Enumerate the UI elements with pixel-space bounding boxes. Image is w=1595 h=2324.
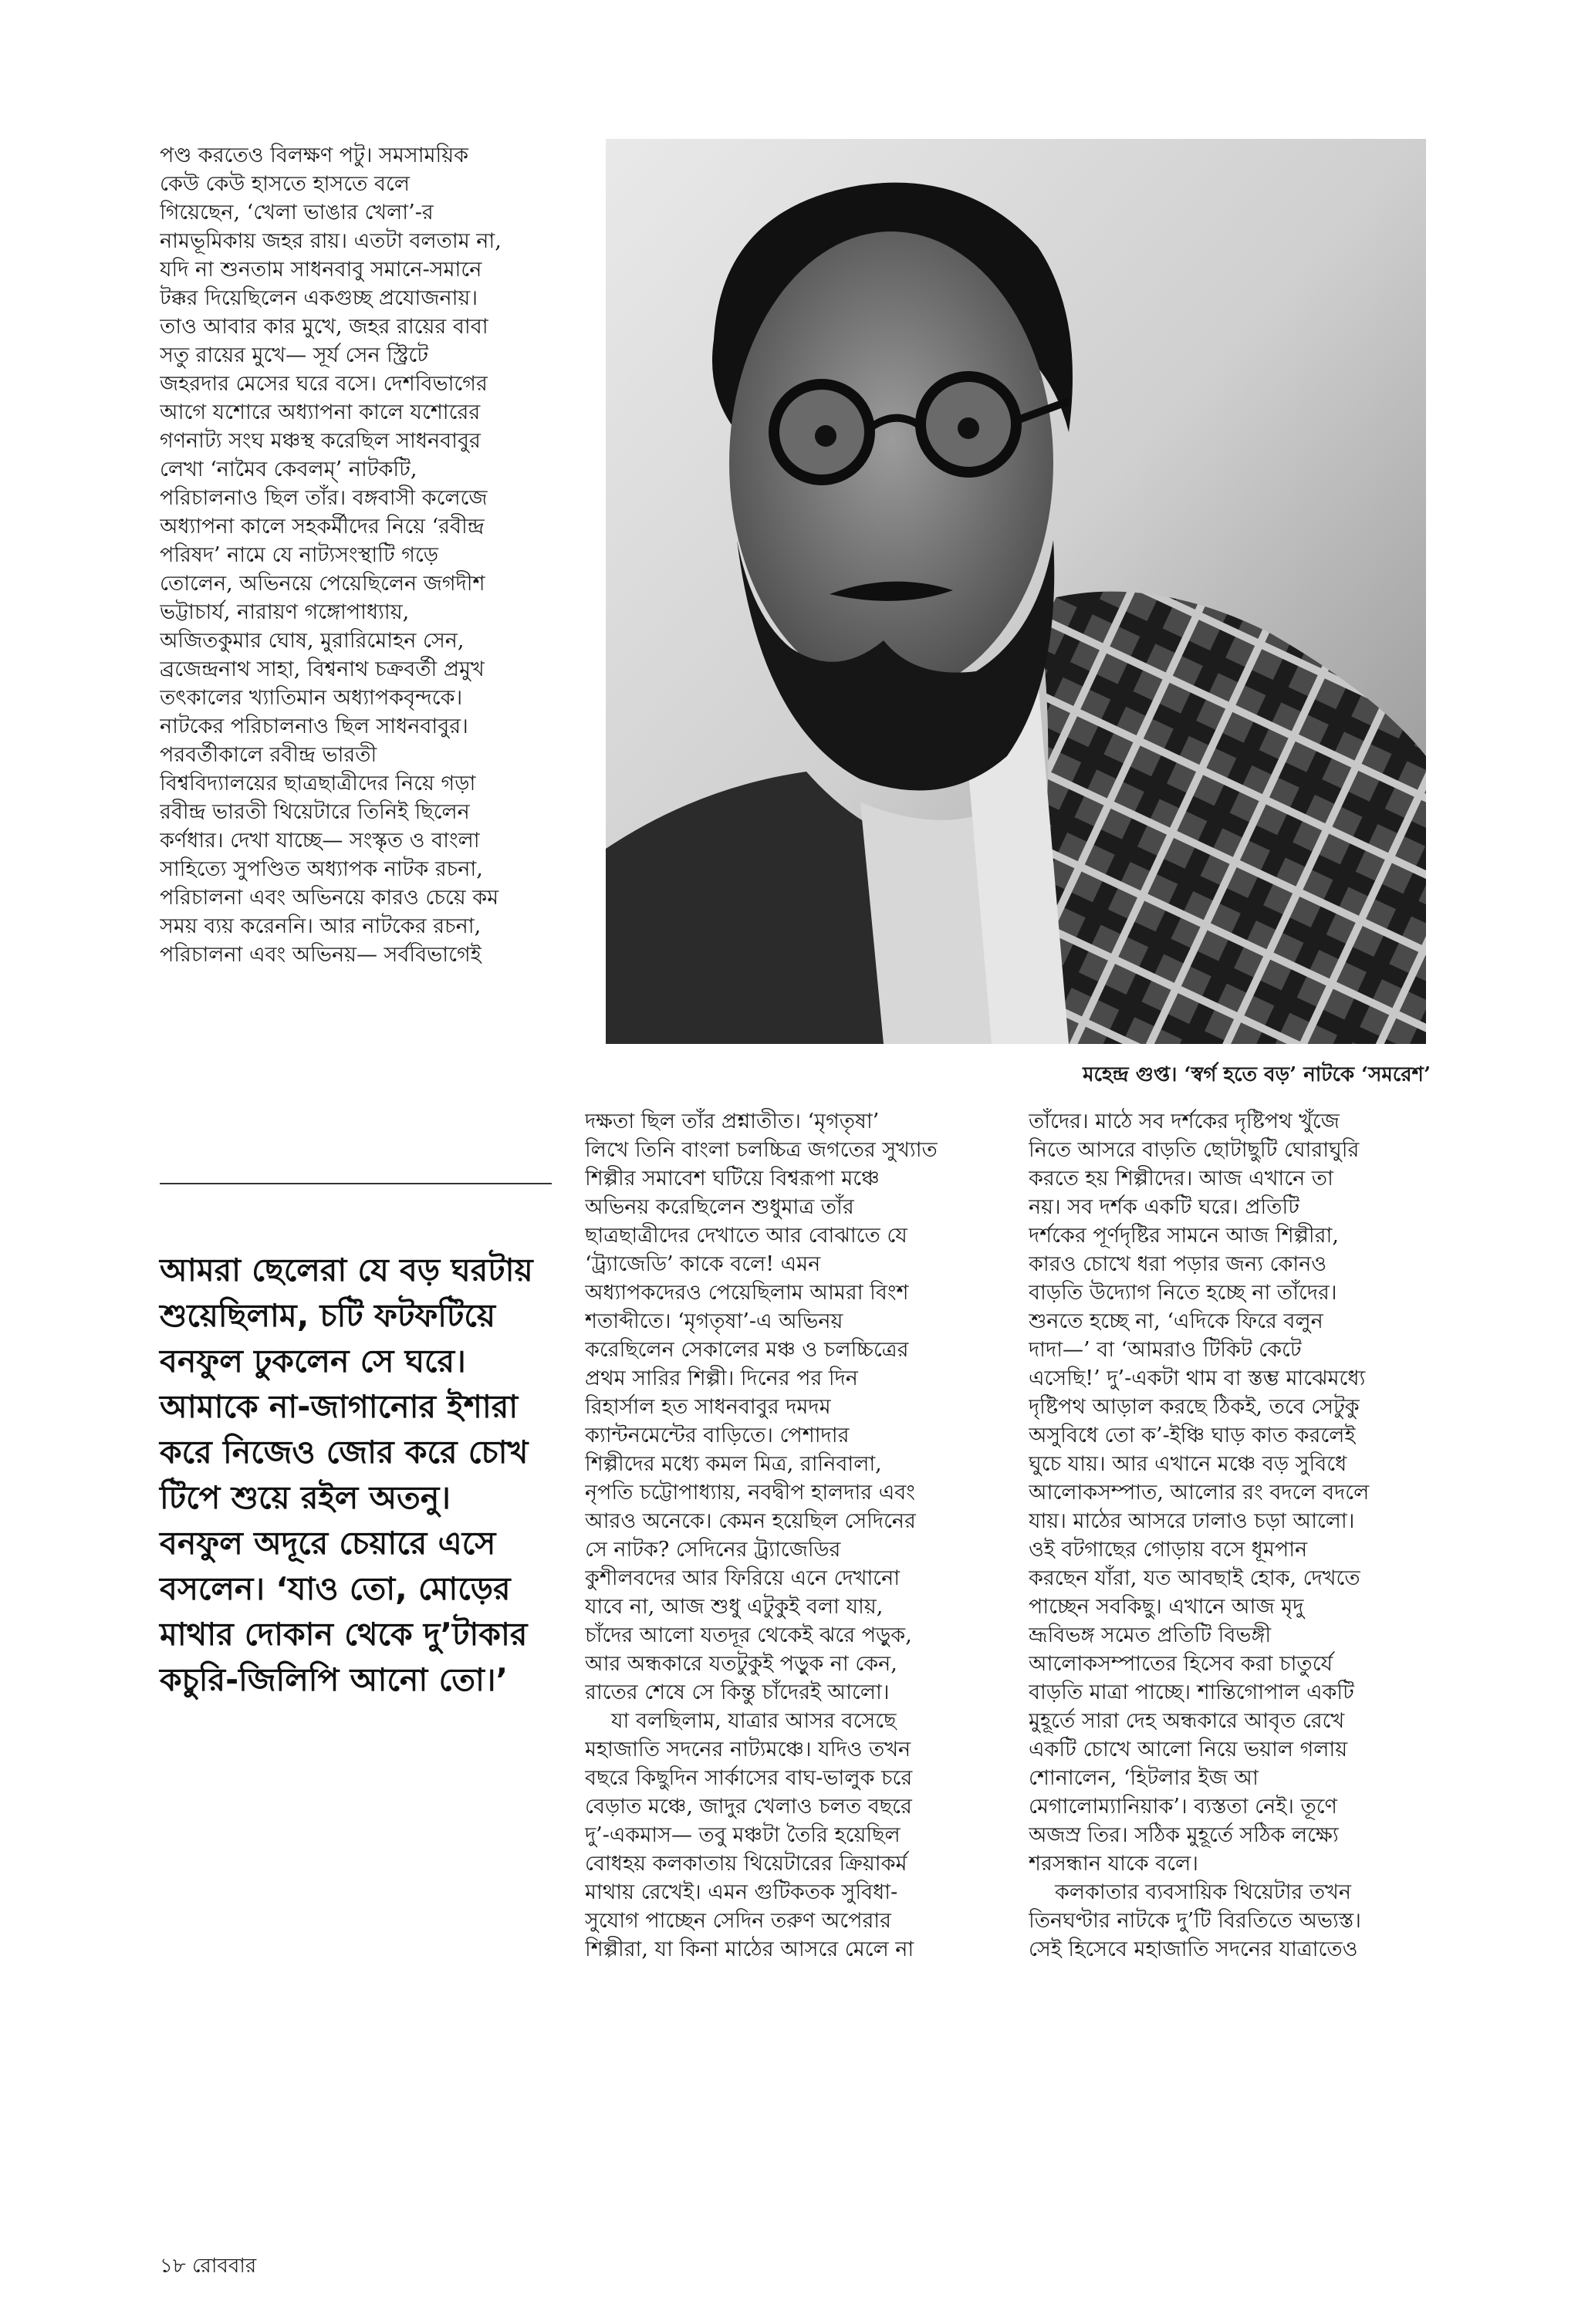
text-line: সাহিত্যে সুপণ্ডিত অধ্যাপক নাটক রচনা,: [160, 857, 483, 881]
text-line: যায়। মাঠের আসরে ঢালাও চড়া আলো।: [1029, 1509, 1355, 1533]
text-line: আলোকসম্পাতের হিসেব করা চাতুর্যে: [1029, 1652, 1333, 1676]
text-line: তাও আবার কার মুখে, জহর রায়ের বাবা: [160, 315, 488, 339]
text-line: অধ্যাপনা কালে সহকর্মীদের নিয়ে ‘রবীন্দ্র: [160, 515, 485, 539]
text-line: ঘুচে যায়। আর এখানে মঞ্চে বড় সুবিধে: [1029, 1452, 1347, 1476]
text-line: জহরদার মেসের ঘরে বসে। দেশবিভাগের: [160, 372, 488, 396]
text-line: চাঁদের আলো যতদূর থেকেই ঝরে পড়ুক,: [585, 1623, 912, 1647]
text-line: ছাত্রছাত্রীদের দেখাতে আর বোঝাতে যে: [585, 1224, 907, 1248]
right-text-column: [1029, 1107, 1430, 1964]
text-line: কুশীলবদের আর ফিরিয়ে এনে দেখানো: [585, 1566, 901, 1590]
text-line: বনফুল ঢুকলেন সে ঘরে।: [160, 1343, 466, 1380]
middle-text-column: [585, 1107, 978, 1964]
text-line: নিতে আসরে বাড়তি ছোটাছুটি ঘোরাঘুরি: [1029, 1138, 1360, 1162]
text-line: দর্শকের পূর্ণদৃষ্টির সামনে আজ শিল্পীরা,: [1029, 1224, 1339, 1248]
text-line: ভট্টাচার্য, নারায়ণ গঙ্গোপাধ্যায়,: [160, 600, 410, 624]
text-line: কচুরি-জিলিপি আনো তো।’: [160, 1661, 509, 1698]
text-line: লিখে তিনি বাংলা চলচ্চিত্র জগতের সুখ্যাত: [585, 1138, 938, 1162]
photo-caption: মহেন্দ্র গুপ্ত। ‘স্বর্গ হতে বড়’ নাটকে ‘সমরেশ’: [1083, 1063, 1431, 1086]
text-line: বেড়াত মঞ্চে, জাদুর খেলাও চলত বছরে: [585, 1795, 912, 1819]
text-line: শরসন্ধান যাকে বলে।: [1029, 1852, 1198, 1876]
text-line: ওই বটগাছের গোড়ায় বসে ধূমপান: [1029, 1538, 1308, 1562]
text-line: আরও অনেকে। কেমন হয়েছিল সেদিনের: [585, 1509, 916, 1533]
text-line: পরিচালনা এবং অভিনয়ে কারও চেয়ে কম: [160, 886, 499, 910]
text-line: দাদা—’ বা ‘আমরাও টিকিট কেটে: [1029, 1338, 1302, 1362]
text-line: যা বলছিলাম, যাত্রার আসর বসেছে: [611, 1709, 897, 1733]
text-line: বিশ্ববিদ্যালয়ের ছাত্রছাত্রীদের নিয়ে গড়া: [160, 772, 476, 795]
text-line: দৃষ্টিপথ আড়াল করছে ঠিকই, তবে সেটুকু: [1029, 1395, 1360, 1419]
text-line: বছরে কিছুদিন সার্কাসের বাঘ-ভালুক চরে: [585, 1766, 913, 1790]
text-line: আর অন্ধকারে যতটুকুই পড়ুক না কেন,: [585, 1652, 897, 1676]
text-line: করছেন যাঁরা, যত আবছাই হোক, দেখতে: [1029, 1566, 1360, 1590]
text-line: যাবে না, আজ শুধু এটুকুই বলা যায়,: [585, 1595, 884, 1619]
text-line: নৃপতি চট্টোপাধ্যায়, নবদ্বীপ হালদার এবং: [585, 1481, 915, 1505]
text-line: নামভূমিকায় জহর রায়। এতটা বলতাম না,: [160, 229, 502, 253]
text-line: রাতের শেষে সে কিন্তু চাঁদেরই আলো।: [585, 1681, 890, 1704]
text-line: মাথায় রেখেই। এমন গুটিকতক সুবিধা-: [585, 1880, 898, 1904]
text-line: যদি না শুনতাম সাধনবাবু সমানে-সমানে: [160, 258, 482, 282]
text-line: পরবর্তীকালে রবীন্দ্র ভারতী: [160, 743, 377, 767]
text-line: সেই হিসেবে মহাজাতি সদনের যাত্রাতেও: [1029, 1937, 1358, 1961]
text-line: সুযোগ পাচ্ছেন সেদিন তরুণ অপেরার: [585, 1909, 891, 1933]
text-line: কর্ণধার। দেখা যাচ্ছে— সংস্কৃত ও বাংলা: [160, 829, 480, 853]
text-line: অসুবিধে তো ক’-ইঞ্চি ঘাড় কাত করলেই: [1029, 1424, 1356, 1447]
text-line: পণ্ড করতেও বিলক্ষণ পটু। সমসাময়িক: [160, 144, 469, 167]
text-line: পাচ্ছেন সবকিছু। এখানে আজ মৃদু: [1029, 1595, 1304, 1619]
text-line: বোধহয় কলকাতায় থিয়েটারের ক্রিয়াকর্ম: [585, 1852, 907, 1876]
text-line: বাড়তি মাত্রা পাচ্ছে। শান্তিগোপাল একটি: [1029, 1681, 1354, 1704]
text-line: রিহার্সাল হত সাধনবাবুর দমদম: [585, 1395, 831, 1419]
text-line: টিপে শুয়ে রইল অতনু।: [160, 1479, 451, 1516]
text-line: নাটকের পরিচালনাও ছিল সাধনবাবুর।: [160, 714, 468, 738]
pull-quote: [160, 1248, 576, 1703]
text-line: দু’-একমাস— তবু মঞ্চটা তৈরি হয়েছিল: [585, 1823, 901, 1847]
text-line: করতে হয় শিল্পীদের। আজ এখানে তা: [1029, 1167, 1333, 1191]
text-line: পরিষদ’ নামে যে নাট্যসংস্থাটি গড়ে: [160, 543, 439, 567]
text-line: তিনঘণ্টার নাটকে দু’টি বিরতিতে অভ্যস্ত।: [1029, 1909, 1361, 1933]
text-line: গিয়েছেন, ‘খেলা ভাঙার খেলা’-র: [160, 201, 434, 225]
text-line: টক্কর দিয়েছিলেন একগুচ্ছ প্রযোজনায়।: [160, 286, 478, 310]
text-line: তাঁদের। মাঠে সব দর্শকের দৃষ্টিপথ খুঁজে: [1029, 1110, 1340, 1133]
text-line: মহাজাতি সদনের নাট্যমঞ্চে। যদিও তখন: [585, 1738, 911, 1762]
text-line: পরিচালনা এবং অভিনয়— সর্ববিভাগেই: [160, 943, 482, 967]
text-line: শুয়েছিলাম, চটি ফটফটিয়ে: [160, 1297, 495, 1334]
text-line: অজিতকুমার ঘোষ, মুরারিমোহন সেন,: [160, 629, 465, 653]
text-line: ‘ট্র্যাজেডি’ কাকে বলে! এমন: [585, 1252, 821, 1276]
text-line: সতু রায়ের মুখে— সূর্য সেন স্ট্রিটে: [160, 343, 428, 367]
text-line: আগে যশোরে অধ্যাপনা কালে যশোরের: [160, 400, 481, 424]
text-line: শুনতে হচ্ছে না, ‘এদিকে ফিরে বলুন: [1029, 1309, 1323, 1333]
text-line: অজস্র তির। সঠিক মুহূর্তে সঠিক লক্ষ্যে: [1029, 1823, 1339, 1847]
text-line: শোনালেন, ‘হিটলার ইজ আ: [1029, 1766, 1259, 1790]
text-line: কলকাতার ব্যবসায়িক থিয়েটার তখন: [1055, 1880, 1351, 1904]
text-line: আমরা ছেলেরা যে বড় ঘরটায়: [160, 1252, 533, 1289]
text-line: শতাব্দীতে। ‘মৃগতৃষা’-এ অভিনয়: [585, 1309, 843, 1333]
left-text-column: [160, 141, 549, 969]
text-line: আলোকসম্পাত, আলোর রং বদলে বদলে: [1029, 1481, 1370, 1505]
page-folio: ১৮ রোববার: [160, 2255, 257, 2278]
text-line: তোলেন, অভিনয়ে পেয়েছিলেন জগদীশ: [160, 572, 485, 596]
text-line: দক্ষতা ছিল তাঁর প্রশ্নাতীত। ‘মৃগতৃষা’: [585, 1110, 880, 1133]
text-line: রবীন্দ্র ভারতী থিয়েটারে তিনিই ছিলেন: [160, 800, 470, 824]
text-line: সময় ব্যয় করেননি। আর নাটকের রচনা,: [160, 914, 482, 938]
text-line: ভ্রূবিভঙ্গ সমেত প্রতিটি বিভঙ্গী: [1029, 1623, 1272, 1647]
text-line: শিল্পীর সমাবেশ ঘটিয়ে বিশ্বরূপা মঞ্চে: [585, 1167, 880, 1191]
text-line: তৎকালের খ্যাতিমান অধ্যাপকবৃন্দকে।: [160, 686, 463, 710]
text-line: গণনাট্য সংঘ মঞ্চস্থ করেছিল সাধনবাবুর: [160, 429, 481, 453]
text-line: শিল্পীরা, যা কিনা মাঠের আসরে মেলে না: [585, 1937, 914, 1961]
text-line: মুহূর্তে সারা দেহ অন্ধকারে আবৃত রেখে: [1029, 1709, 1345, 1733]
text-line: শিল্পীদের মধ্যে কমল মিত্র, রানিবালা,: [585, 1452, 882, 1476]
text-line: অধ্যাপকদেরও পেয়েছিলাম আমরা বিংশ: [585, 1281, 909, 1305]
portrait-illustration: [606, 139, 1426, 1044]
portrait-photo: [606, 139, 1426, 1044]
text-line: করেছিলেন সেকালের মঞ্চ ও চলচ্চিত্রের: [585, 1338, 909, 1362]
text-line: লেখা ‘নামৈব কেবলম্’ নাটকটি,: [160, 458, 417, 481]
text-line: ক্যান্টনমেন্টের বাড়িতে। পেশাদার: [585, 1424, 850, 1447]
text-line: মেগালোম্যানিয়াক’। ব্যস্ততা নেই। তূণে: [1029, 1795, 1337, 1819]
text-line: করে নিজেও জোর করে চোখ: [160, 1434, 529, 1471]
text-line: এসেছি!’ দু’-একটা থাম বা স্তম্ভ মাঝেমধ্যে: [1029, 1366, 1366, 1390]
text-line: একটি চোখে আলো নিয়ে ভয়াল গলায়: [1029, 1738, 1348, 1762]
text-line: কারও চোখে ধরা পড়ার জন্য কোনও: [1029, 1252, 1327, 1276]
text-line: অভিনয় করেছিলেন শুধুমাত্র তাঁর: [585, 1195, 854, 1219]
text-line: ব্রজেন্দ্রনাথ সাহা, বিশ্বনাথ চক্রবর্তী প্রমুখ: [160, 657, 485, 681]
text-line: নয়। সব দর্শক একটি ঘরে। প্রতিটি: [1029, 1195, 1299, 1219]
text-line: বনফুল অদূরে চেয়ারে এসে: [160, 1525, 496, 1562]
text-line: সে নাটক? সেদিনের ট্র্যাজেডির: [585, 1538, 841, 1562]
text-line: মাথার দোকান থেকে দু’টাকার: [160, 1616, 528, 1653]
text-line: আমাকে না-জাগানোর ইশারা: [160, 1388, 519, 1425]
text-line: প্রথম সারির শিল্পী। দিনের পর দিন: [585, 1366, 858, 1390]
text-line: বাড়তি উদ্যোগ নিতে হচ্ছে না তাঁদের।: [1029, 1281, 1337, 1305]
text-line: বসলেন। ‘যাও তো, মোড়ের: [160, 1570, 511, 1607]
divider-rule: [160, 1183, 552, 1184]
text-line: কেউ কেউ হাসতে হাসতে বলে: [160, 172, 410, 196]
text-line: পরিচালনাও ছিল তাঁর। বঙ্গবাসী কলেজে: [160, 486, 488, 510]
